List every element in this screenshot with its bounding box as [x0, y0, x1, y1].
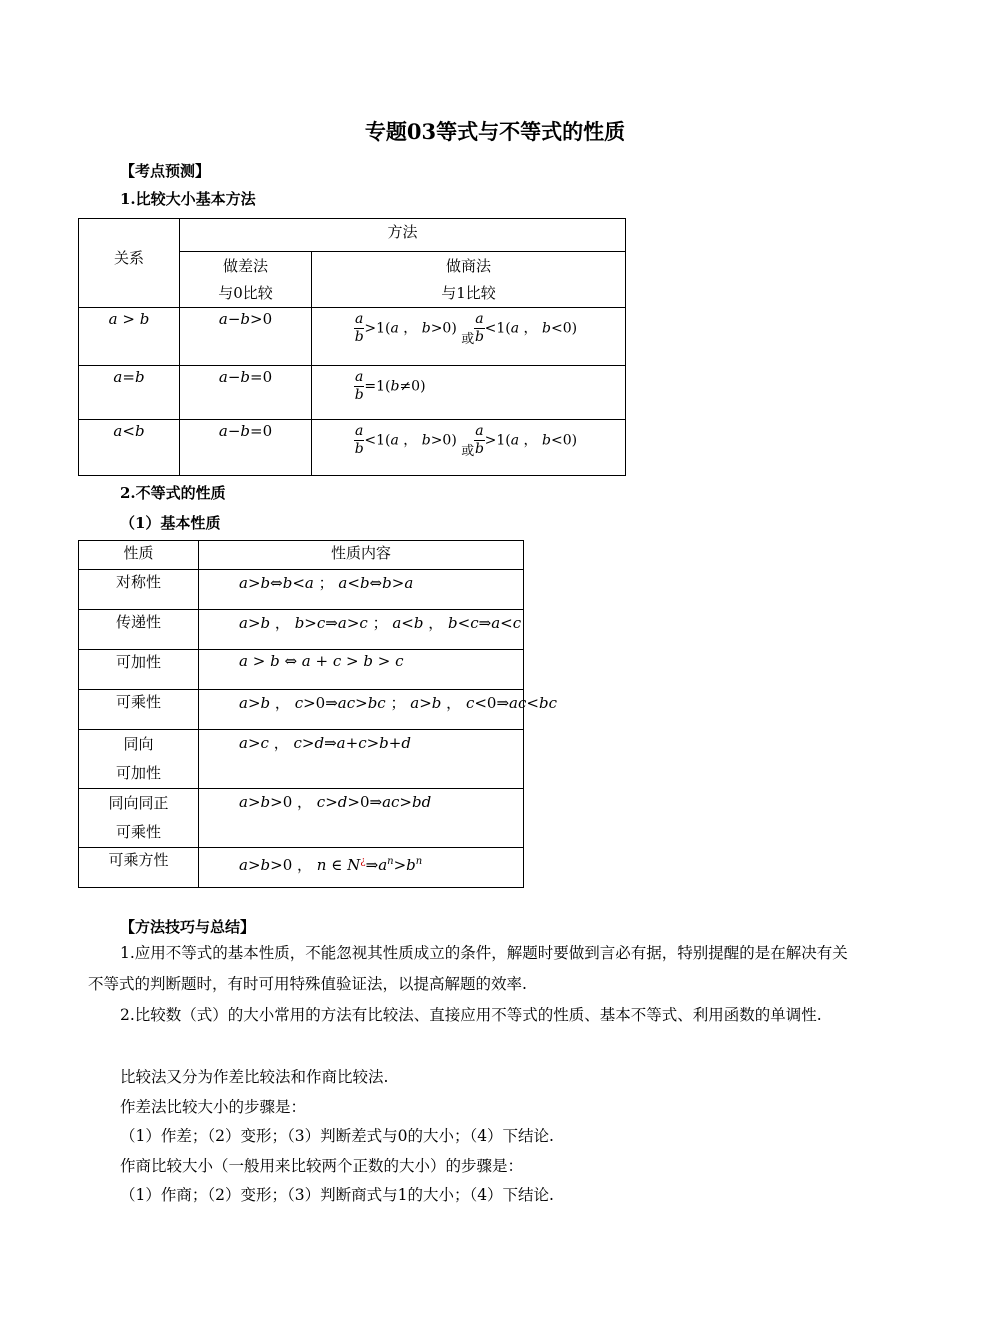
table-row — [79, 789, 524, 848]
table-row — [79, 848, 524, 888]
property-name: 同向同正 可乘性 — [79, 789, 199, 848]
property-content: a>b ， c>0⇒ac>bc ； a>b ， c<0⇒ac<bc — [199, 690, 524, 730]
comparison-table — [78, 218, 626, 476]
method-paragraph-1: 1.应用不等式的基本性质，不能忽视其性质成立的条件，解题时要做到言必有据，特别提醒的是在解决有关不等式的判断题时，有时可用特殊值验证法，以提高解题的效率. — [88, 944, 848, 993]
table-row — [79, 650, 524, 690]
table-row — [79, 610, 524, 650]
property-name: 可乘性 — [79, 690, 199, 730]
property-name: 可乘方性 — [79, 848, 199, 888]
table-row — [79, 570, 524, 610]
property-name: 可加性 — [79, 650, 199, 690]
header-content: 性质内容 — [199, 541, 524, 570]
relation-cell: a<b — [79, 420, 180, 476]
relation-cell: a=b — [79, 366, 180, 420]
property-name: 对称性 — [79, 570, 199, 610]
header-diff-method: 做差法 与0比较 — [180, 252, 312, 308]
table-row — [79, 730, 524, 789]
method-paragraph-2: 2.比较数（式）的大小常用的方法有比较法、直接应用不等式的性质、基本不等式、利用函数的单调性. — [120, 1006, 822, 1024]
header-relation: 关系 — [79, 219, 180, 308]
property-content: a>b ， b>c⇒a>c ； a<b ， b<c⇒a<c — [199, 610, 524, 650]
header-property: 性质 — [79, 541, 199, 570]
quot-cell: $\frac{a}{b}$ =1(b≠0) — [312, 366, 626, 420]
property-content: a > b ⇔ a + c > b > c — [199, 650, 524, 690]
quot-cell: $\frac{a}{b}$ <1(a ， b>0) 或 $\frac{a}{b}$ >1(a ， b<0) — [312, 420, 626, 476]
section-heading-method: 【方法技巧与总结】 — [120, 918, 256, 936]
diff-cell: a−b>0 — [180, 308, 312, 366]
header-method: 方法 — [180, 219, 626, 252]
table-row — [79, 420, 626, 476]
page-title: 专题03等式与不等式的性质 — [364, 119, 626, 144]
property-content: a>b>0 ， n ∈ $N^¿\Rightarrow a^n>b^n$ — [199, 848, 524, 888]
table-row — [79, 366, 626, 420]
diff-cell: a−b=0 — [180, 420, 312, 476]
property-content: a>c ， c>d⇒a+c>b+d — [199, 730, 524, 789]
header-quot-method: 做商法 与1比较 — [312, 252, 626, 308]
property-content: a>b⇔b<a ； a<b⇔b>a — [199, 570, 524, 610]
method-paragraph-5: （1）作差；（2）变形；（3）判断差式与0的大小；（4）下结论. — [120, 1127, 554, 1145]
quot-cell: $\frac{a}{b}$ >1(a ， b>0) 或 $\frac{a}{b}$ <1(a ， b<0) — [312, 308, 626, 366]
method-paragraph-6: 作商比较大小（一般用来比较两个正数的大小）的步骤是： — [120, 1157, 524, 1175]
method-paragraph-4: 作差法比较大小的步骤是： — [120, 1098, 307, 1116]
method-paragraph-7: （1）作商；（2）变形；（3）判断商式与1的大小；（4）下结论. — [120, 1186, 554, 1204]
property-name: 同向 可加性 — [79, 730, 199, 789]
table-row — [79, 690, 524, 730]
properties-table — [78, 540, 557, 888]
property-name: 传递性 — [79, 610, 199, 650]
section-heading-exam: 【考点预测】 — [120, 162, 211, 180]
relation-cell: a > b — [79, 308, 180, 366]
property-content: a>b>0 ， c>d>0⇒ac>bd — [199, 789, 524, 848]
method-paragraph-3: 比较法又分为作差比较法和作商比较法. — [120, 1068, 389, 1086]
section-heading-2: 2.不等式的性质 — [120, 484, 226, 502]
diff-cell: a−b=0 — [180, 366, 312, 420]
section-heading-1: 1.比较大小基本方法 — [120, 190, 256, 208]
subsection-heading-basic: （1）基本性质 — [120, 514, 221, 532]
table-row — [79, 308, 626, 366]
